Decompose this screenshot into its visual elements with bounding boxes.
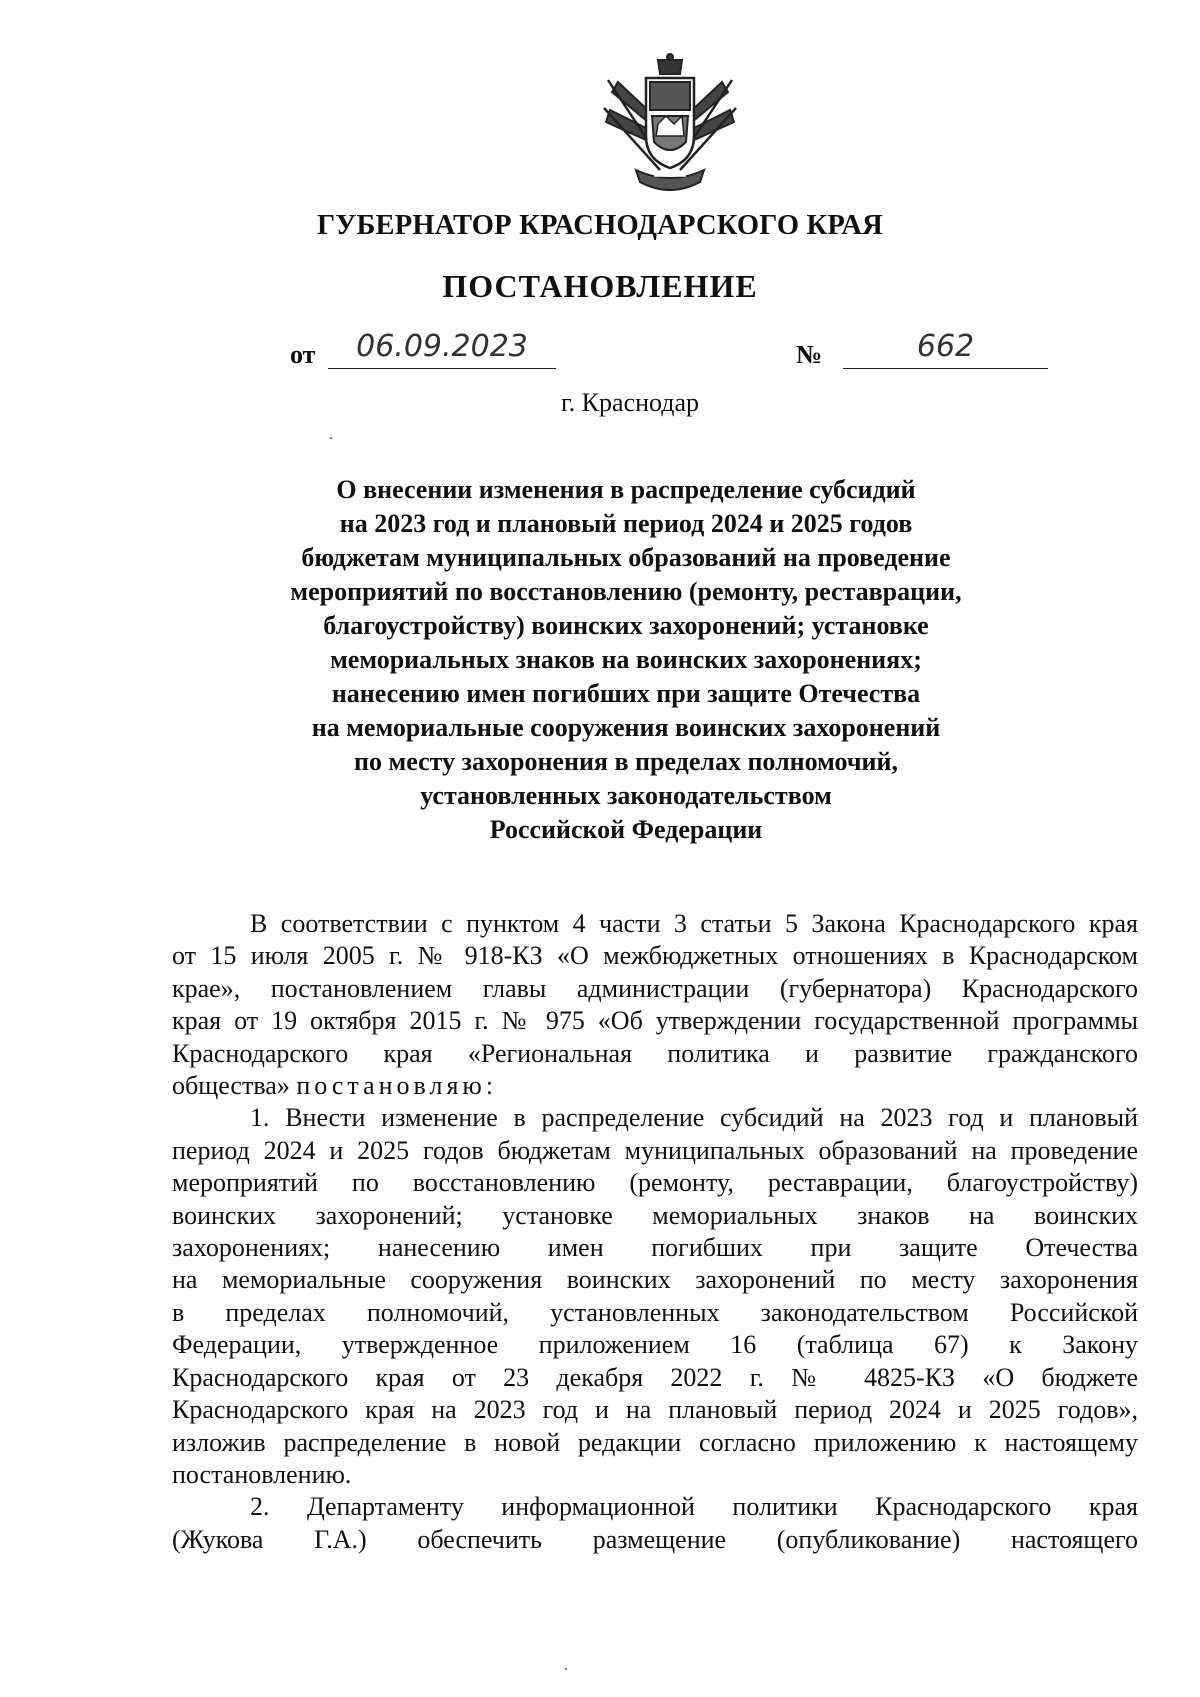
body-line: Краснодарского края от 23 декабря 2022 г. № 4825-КЗ «О бюджете: [172, 1362, 1138, 1392]
subject-line: мероприятий по восстановлению (ремонту, реставрации,: [290, 577, 962, 606]
body-line: (Жукова Г.А.) обеспечить размещение (опубликование) настоящего: [172, 1524, 1138, 1554]
subject-line: Российской Федерации: [489, 815, 763, 844]
city-line: г. Краснодар: [560, 388, 700, 417]
body-line: края от 19 октября 2015 г. № 975 «Об утверждении государственной программы: [172, 1006, 1138, 1036]
body-line-prefix: общества»: [172, 1071, 290, 1101]
body-line: 2. Департаменту информационной политики Краснодарского края: [250, 1492, 1138, 1522]
body-line: 1. Внести изменение в распределение субсидий на 2023 год и плановый: [250, 1103, 1138, 1133]
subject-line: мемориальных знаков на воинских захоронениях;: [330, 645, 922, 674]
subject-line: на 2023 год и плановый период 2024 и 2025 годов: [339, 509, 913, 538]
scan-speck: [330, 437, 332, 439]
subject-line: бюджетам муниципальных образований на проведение: [301, 543, 951, 572]
scan-speck: [565, 1668, 567, 1670]
body-line: воинских захоронений; установке мемориальных знаков на воинских: [172, 1200, 1138, 1230]
number-label: №: [796, 340, 823, 369]
date-number-line: [290, 329, 1050, 376]
issuing-authority: ГУБЕРНАТОР КРАСНОДАРСКОГО КРАЯ: [317, 210, 883, 241]
body-line: крае», постановлением главы администрации (губернатора) Краснодарского: [172, 973, 1138, 1003]
body-line: мероприятий по восстановлению (ремонту, реставрации, благоустройству): [172, 1168, 1138, 1198]
body-line: от 15 июля 2005 г. № 918-КЗ «О межбюджетных отношениях в Краснодарском: [172, 941, 1138, 971]
item-1-paragraph: [172, 1102, 1138, 1491]
coat-of-arms-icon: [600, 52, 740, 202]
body-line: Краснодарского края на 2023 год и на плановый период 2024 и 2025 годов»,: [172, 1395, 1138, 1425]
number-value: 662: [843, 332, 1048, 369]
body-line: В соответствии с пунктом 4 части 3 статьи 5 Закона Краснодарского края: [250, 909, 1138, 938]
body-line: период 2024 и 2025 годов бюджетам муниципальных образований на проведение: [172, 1135, 1138, 1165]
body-line: Федерации, утвержденное приложением 16 (таблица 67) к Закону: [172, 1330, 1138, 1360]
subject-line: по месту захоронения в пределах полномочий,: [354, 747, 898, 776]
body-line: на мемориальные сооружения воинских захоронений по месту захоронения: [172, 1265, 1138, 1295]
subject-line: на мемориальные сооружения воинских захоронений: [311, 713, 941, 742]
item-2-paragraph: [172, 1491, 1138, 1556]
body-line: Краснодарского края «Региональная политика и развитие гражданского: [172, 1038, 1138, 1068]
date-value: 06.09.2023: [328, 332, 556, 369]
subject-line: установленных законодательством: [420, 781, 832, 810]
subject-line: благоустройству) воинских захоронений; установке: [323, 611, 929, 640]
date-label: от: [290, 340, 316, 369]
body-line: изложив распределение в новой редакции согласно приложению к настоящему: [172, 1427, 1138, 1457]
document-subject: [0, 473, 1200, 847]
body-line: захоронениях; нанесению имен погибших при защите Отечества: [172, 1233, 1138, 1263]
body-line: [172, 1070, 1138, 1102]
subject-line: нанесению имен погибших при защите Отечества: [331, 679, 921, 708]
body-line: постановлению.: [172, 1459, 352, 1489]
body-line: в пределах полномочий, установленных законодательством Российской: [172, 1297, 1138, 1327]
preamble-paragraph: [172, 908, 1138, 1102]
document-body: [172, 908, 1138, 1556]
resolve-word: постановляю:: [296, 1071, 498, 1101]
subject-line: О внесении изменения в распределение субсидий: [336, 475, 916, 504]
document-type: ПОСТАНОВЛЕНИЕ: [442, 268, 758, 304]
